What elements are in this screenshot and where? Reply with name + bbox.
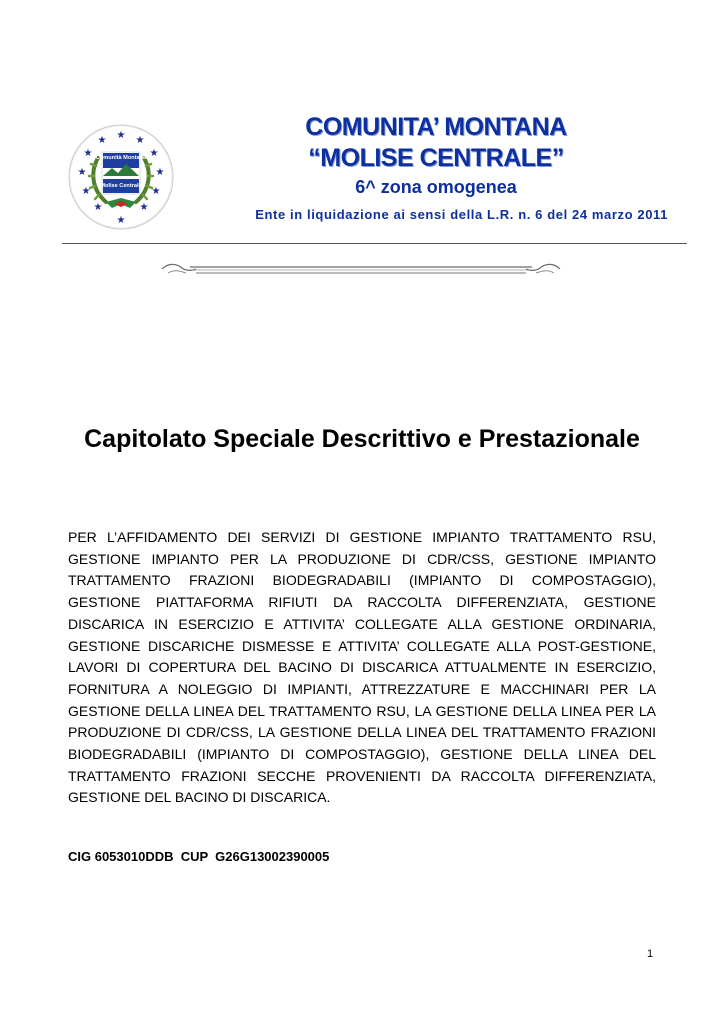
svg-text:★: ★ — [149, 148, 159, 159]
org-name-line1: COMUNITA’ MONTANA — [305, 113, 567, 141]
org-status: Ente in liquidazione ai sensi della L.R. n. 6 del 24 marzo 2011 — [255, 207, 668, 222]
svg-text:★: ★ — [93, 202, 103, 213]
svg-text:★: ★ — [139, 202, 149, 213]
svg-text:★: ★ — [83, 148, 93, 159]
ornament-divider-icon — [160, 261, 562, 277]
letterhead — [200, 112, 668, 224]
svg-text:★: ★ — [97, 135, 107, 146]
comunita-montana-emblem-icon — [68, 124, 174, 230]
logo-text-top: Comunità Montana — [95, 155, 147, 161]
svg-text:★: ★ — [151, 186, 161, 197]
svg-text:★: ★ — [155, 167, 165, 178]
logo-text-bottom: Molise Centrale — [100, 183, 142, 189]
org-zone: 6^ zona omogenea — [355, 177, 517, 197]
cig-cup-codes: CIG 6053010DDB CUP G26G13002390005 — [68, 849, 330, 864]
svg-text:★: ★ — [81, 186, 91, 197]
document-body: PER L’AFFIDAMENTO DEI SERVIZI DI GESTIONE IMPIANTO TRATTAMENTO RSU, GESTIONE IMPIANTO PER LA PRODUZIONE DI CDR/CSS, GESTIONE IMPIANTO TRATTAMENTO FRAZIONI BIODEGRADABILI (IMPIANTO DI COMPOSTAGGIO), GESTIONE PIATTAFORMA RIFIUTI DA RACCOLTA DIFFERENZIATA, GESTIONE DISCARICA IN ESERCIZIO E ATTIVITA’ COLLEGATE ALLA GESTIONE ORDINARIA, GESTIONE DISCARICHE DISMESSE E ATTIVITA’ COLLEGATE ALLA POST-GESTIONE, LAVORI DI COPERTURA DEL BACINO DI DISCARICA ATTUALMENTE IN ESERCIZIO, FORNITURA A NOLEGGIO DI IMPIANTI, ATTREZZATURE E MACCHINARI PER LA GESTIONE DELLA LINEA DEL TRATTAMENTO RSU, LA GESTIONE DELLA LINEA PER LA PRODUZIONE DI CDR/CSS, LA GESTIONE DELLA LINEA DEL TRATTAMENTO FRAZIONI BIODEGRADABILI (IMPIANTO DI COMPOSTAGGIO), GESTIONE DELLA LINEA DEL TRATTAMENTO FRAZIONI SECCHE PROVENIENTI DA RACCOLTA DIFFERENZIATA, GESTIONE DEL BACINO DI DISCARICA. — [68, 529, 656, 806]
document-title: Capitolato Speciale Descrittivo e Prestazionale — [84, 425, 640, 453]
svg-text:★: ★ — [116, 130, 126, 141]
svg-text:★: ★ — [77, 167, 87, 178]
page-number: 1 — [646, 948, 654, 960]
org-name-line2: “MOLISE CENTRALE” — [308, 144, 564, 172]
svg-text:★: ★ — [116, 215, 126, 226]
svg-text:★: ★ — [135, 135, 145, 146]
header-divider — [62, 243, 687, 244]
